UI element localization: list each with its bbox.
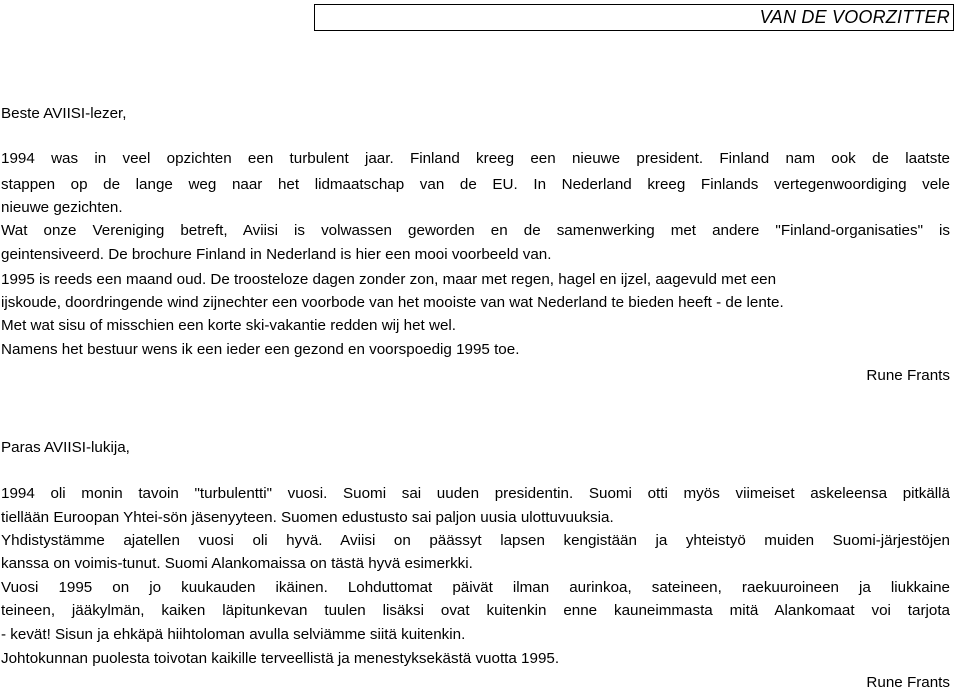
finnish-line: 1994 oli monin tavoin "turbulentti" vuosi. Suomi sai uuden presidentin. Suomi otti myös viimeiset askeleensa pitkällä xyxy=(1,485,950,502)
dutch-line: ijskoude, doordringende wind zijnechter een voorbode van het mooiste van wat Nederland te bieden heeft - de lente. xyxy=(1,294,784,311)
dutch-line: nieuwe gezichten. xyxy=(1,199,123,216)
finnish-line: Yhdistystämme ajatellen vuosi oli hyvä. Aviisi on päässyt lapsen kengistään ja yhteistyö muiden Suomi-järjestöjen xyxy=(1,532,950,549)
finnish-line: Vuosi 1995 on jo kuukauden ikäinen. Lohduttomat päivät ilman aurinkoa, sateineen, raekuuroineen ja liukkaine xyxy=(1,579,950,596)
dutch-line: geintensiveerd. De brochure Finland in Nederland is hier een mooi voorbeeld van. xyxy=(1,246,552,263)
dutch-line: Namens het bestuur wens ik een ieder een gezond en voorspoedig 1995 toe. xyxy=(1,341,520,358)
dutch-line: Met wat sisu of misschien een korte ski-vakantie redden wij het wel. xyxy=(1,317,456,334)
dutch-line: 1995 is reeds een maand oud. De troosteloze dagen zonder zon, maar met regen, hagel en ijzel, aagevuld met een xyxy=(1,271,777,288)
dutch-signature: Rune Frants xyxy=(866,367,950,384)
header-box xyxy=(314,4,954,31)
page-title: VAN DE VOORZITTER xyxy=(759,7,950,27)
finnish-line: - kevät! Sisun ja ehkäpä hiihtoloman avulla selviämme siitä kuitenkin. xyxy=(1,626,466,643)
finnish-line: teineen, jääkylmän, kaiken läpitunkevan tuulen lisäksi ovat kuitenkin enne kauneimmasta mitä Alankomaat voi tarjota xyxy=(1,602,950,619)
finnish-greeting: Paras AVIISI-lukija, xyxy=(1,439,130,456)
finnish-signature: Rune Frants xyxy=(866,674,950,691)
dutch-line: 1994 was in veel opzichten een turbulent jaar. Finland kreeg een nieuwe president. Finland nam ook de laatste xyxy=(1,150,950,167)
dutch-line: Wat onze Vereniging betreft, Aviisi is volwassen geworden en de samenwerking met andere "Finland-organisaties" is xyxy=(1,222,950,239)
dutch-greeting: Beste AVIISI-lezer, xyxy=(1,105,127,122)
dutch-line: stappen op de lange weg naar het lidmaatschap van de EU. In Nederland kreeg Finlands vertegenwoordiging vele xyxy=(1,176,950,193)
finnish-line: kanssa on voimis-tunut. Suomi Alankomaissa on tästä hyvä esimerkki. xyxy=(1,555,473,572)
finnish-line: Johtokunnan puolesta toivotan kaikille terveellistä ja menestyksekästä vuotta 1995. xyxy=(1,650,560,667)
finnish-line: tiellään Euroopan Yhtei-sön jäsenyyteen. Suomen edustusto sai paljon uusia ulottuvuuksia. xyxy=(1,509,614,526)
